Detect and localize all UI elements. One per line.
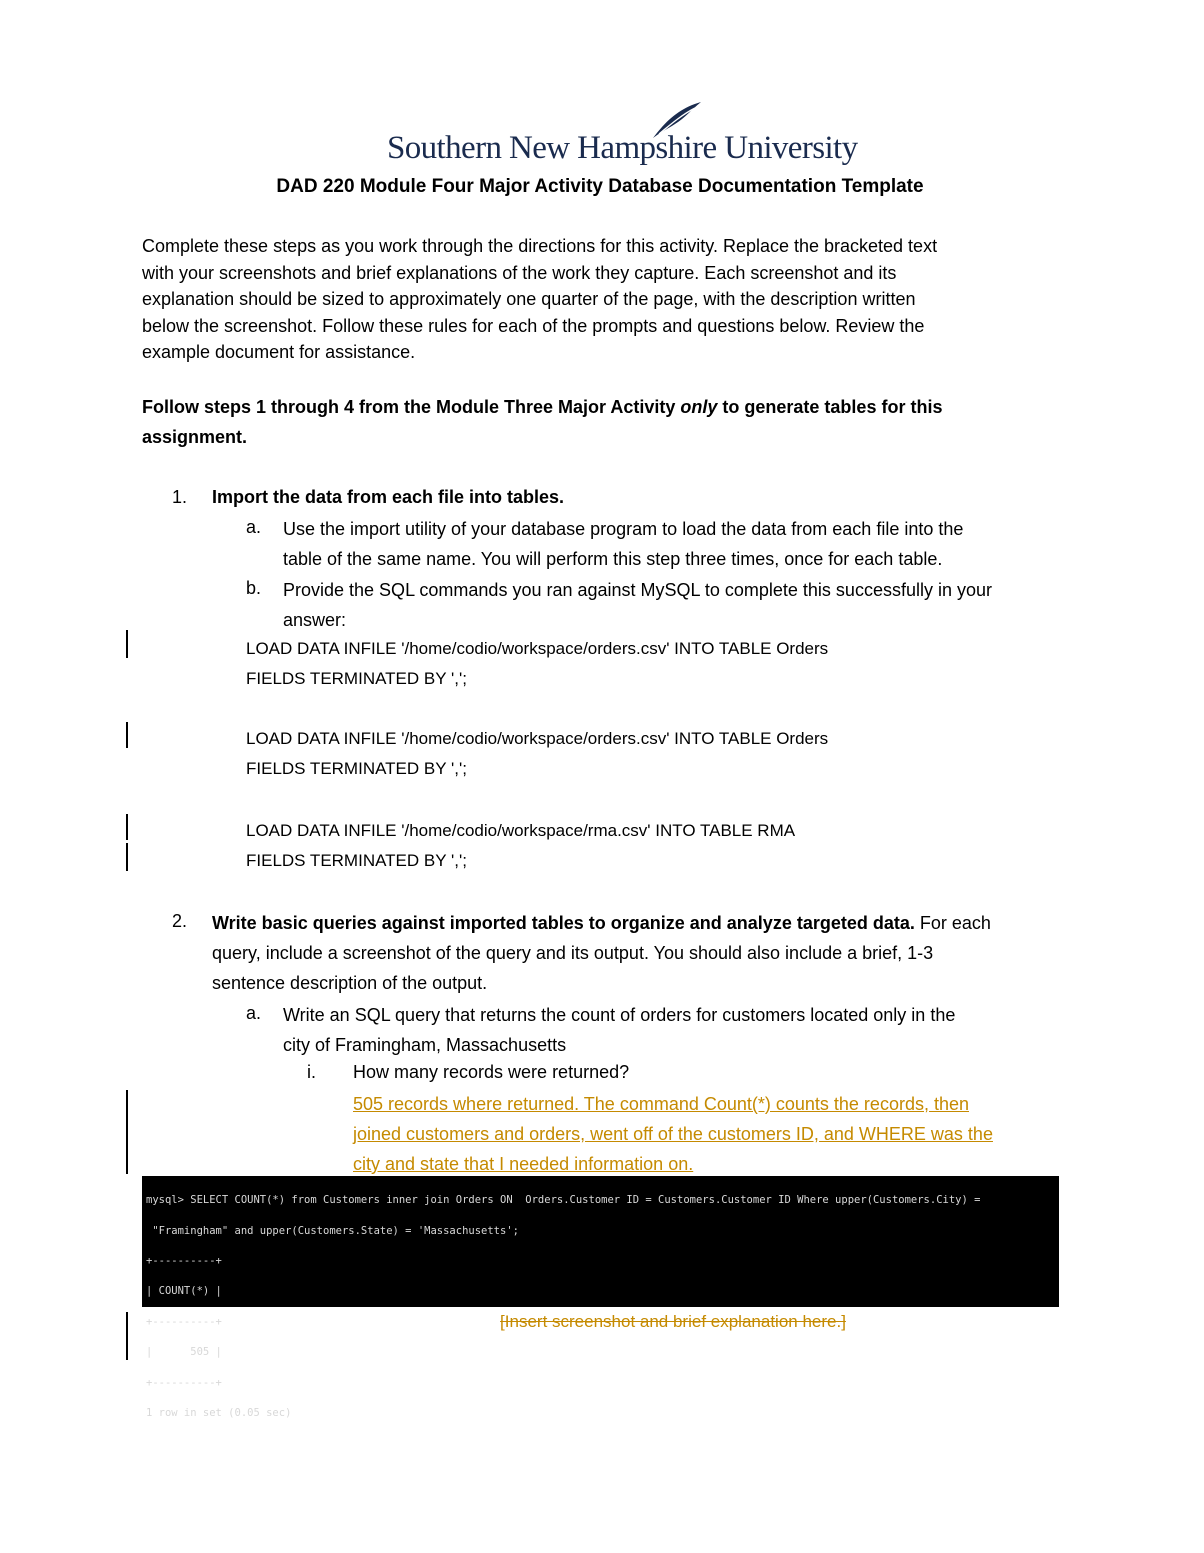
change-bar: [126, 814, 128, 840]
logo-text: Southern New Hampshire University: [387, 130, 858, 166]
step2ai-marker: i.: [307, 1062, 316, 1082]
step2a-marker: a.: [246, 1003, 262, 1023]
terminal-line: "Framingham" and upper(Customers.State) = 'Massachusetts';: [146, 1224, 519, 1237]
terminal-line: +----------+: [146, 1376, 222, 1389]
university-logo: [387, 100, 858, 175]
terminal-line: +----------+: [146, 1255, 222, 1268]
step2a-text: [283, 1000, 955, 1060]
intro-line: explanation should be sized to approximately one quarter of the page, with the description written: [142, 289, 916, 309]
answer-line: joined customers and orders, went off of the customers ID, and WHERE was the: [353, 1124, 993, 1144]
step1-heading: Import the data from each file into tables.: [212, 487, 565, 507]
step2-text: [212, 908, 1072, 998]
intro-line: example document for assistance.: [142, 342, 416, 362]
follow-before: Follow steps 1 through 4 from the Module Three Major Activity: [142, 397, 681, 417]
sql-line: FIELDS TERMINATED BY ',';: [246, 669, 467, 688]
intro-paragraph: [142, 233, 1057, 366]
change-bar: [126, 1090, 128, 1174]
terminal-line: mysql> SELECT COUNT(*) from Customers inner join Orders ON Orders.Customer ID = Customers.Customer ID Where upper(Customers.City) =: [146, 1194, 981, 1207]
step1a-text: [283, 514, 963, 574]
page-title: DAD 220 Module Four Major Activity Database Documentation Template: [276, 176, 924, 197]
sql-line: LOAD DATA INFILE '/home/codio/workspace/orders.csv' INTO TABLE Orders: [246, 729, 829, 748]
terminal-line: | COUNT(*) |: [146, 1285, 222, 1298]
step1b-line: answer:: [283, 610, 347, 630]
answer-text: [353, 1089, 993, 1179]
sql-command-3: [246, 816, 795, 876]
sql-line: LOAD DATA INFILE '/home/codio/workspace/orders.csv' INTO TABLE Orders: [246, 639, 829, 658]
step2a-line: city of Framingham, Massachusetts: [283, 1035, 567, 1055]
terminal-line: +----------+: [146, 1315, 222, 1328]
step2-number: 2.: [172, 911, 188, 931]
step2-rest: For each: [914, 913, 991, 933]
terminal-line: 1 row in set (0.05 sec): [146, 1407, 292, 1420]
placeholder-text: [Insert screenshot and brief explanation here.]: [500, 1312, 846, 1331]
sql-command-2: [246, 724, 828, 784]
sql-line: FIELDS TERMINATED BY ',';: [246, 851, 467, 870]
sql-command-1: [246, 634, 828, 694]
step1-number: 1.: [172, 487, 188, 507]
change-bar: [126, 843, 128, 871]
follow-instruction: [142, 392, 1022, 452]
follow-after: to generate tables for this: [717, 397, 943, 417]
intro-line: Complete these steps as you work through the directions for this activity. Replace the bracketed text: [142, 236, 938, 256]
intro-line: with your screenshots and brief explanations of the work they capture. Each screenshot and its: [142, 262, 897, 283]
change-bar: [126, 630, 128, 658]
step1b-line: Provide the SQL commands you ran against MySQL to complete this successfully in your: [283, 580, 992, 600]
step1b-marker: b.: [246, 578, 262, 598]
terminal-line: | 505 |: [146, 1346, 222, 1359]
step2-heading: Write basic queries against imported tables to organize and analyze targeted data.: [212, 913, 915, 933]
follow-emphasis: only: [680, 397, 718, 417]
answer-line: city and state that I needed information on.: [353, 1154, 694, 1174]
step1a-line: table of the same name. You will perform this step three times, once for each table.: [283, 549, 943, 569]
sql-line: FIELDS TERMINATED BY ',';: [246, 759, 467, 778]
intro-line: below the screenshot. Follow these rules for each of the prompts and questions below. Review the: [142, 315, 925, 336]
step2ai-question: How many records were returned?: [353, 1062, 630, 1082]
answer-line: 505 records where returned. The command Count(*) counts the records, then: [353, 1094, 969, 1114]
step2a-line: Write an SQL query that returns the count of orders for customers located only in the: [283, 1005, 956, 1025]
change-bar: [126, 722, 128, 748]
change-bar: [126, 1312, 128, 1360]
step1b-text: [283, 575, 992, 635]
step1a-line: Use the import utility of your database program to load the data from each file into the: [283, 519, 964, 539]
step1a-marker: a.: [246, 517, 262, 537]
follow-line2: assignment.: [142, 427, 248, 447]
step2-line: query, include a screenshot of the query and its output. You should also include a brief, 1-3: [212, 943, 934, 963]
sql-line: LOAD DATA INFILE '/home/codio/workspace/rma.csv' INTO TABLE RMA: [246, 821, 796, 840]
step2-line: sentence description of the output.: [212, 973, 488, 993]
